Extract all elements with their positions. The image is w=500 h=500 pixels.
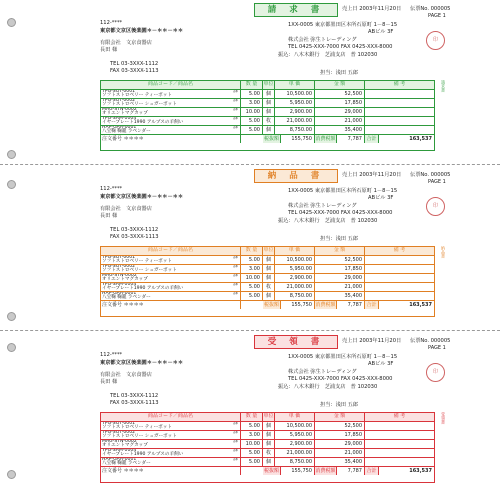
tax-value: 7,787 [337,135,365,143]
page-number: PAGE 1 [428,345,446,351]
item-remarks [365,431,434,439]
staff-name: 担当：浅田 五郎 [320,236,358,242]
item-qty: 3.00 [241,265,263,273]
item-amount: 52,500 [315,256,365,264]
form-section-1 [0,166,500,324]
item-qty: 5.00 [241,422,263,430]
item-unit: 個 [263,422,275,430]
total-value: 163,537 [409,302,432,308]
tax-class: 課 [233,274,238,278]
header-cell: 金 額 [315,81,365,89]
item-remarks [365,99,434,107]
item-name: オリエントマグカップ [102,111,148,116]
total-label: 合計 [365,301,379,309]
perforation-line [0,330,500,331]
item-unit: 個 [263,265,275,273]
header-cell: 商品コード／商品名 [101,413,241,421]
sender-building: ABビル 3F [368,361,394,367]
subtotal-label: 税抜額 [263,302,279,308]
item-name: ソフトストロベリー ティーポット [102,93,172,98]
item-desc [101,283,241,291]
recipient-address: 東京都文京区後楽園＊－＊＊－＊＊ [100,194,184,200]
recipient-fax: FAX 03-3XXX-1113 [110,68,159,74]
recipient-tel: TEL 03-3XXX-1112 [110,61,159,67]
item-remarks [365,126,434,134]
total-value: 163,537 [409,136,432,142]
page-number: PAGE 1 [428,13,446,19]
item-remarks [365,117,434,125]
item-remarks [365,458,434,466]
doc-date: 売上日 2003年11月20日 [342,172,402,178]
items-table [100,80,435,151]
item-qty: 10.00 [241,440,263,448]
item-name: イヤープレート1990 アルプスの羊飼い [102,286,184,291]
subtotal-value: 155,750 [281,467,315,475]
bank-info: 振込：八木木銀行 芝浦支店 普 102030 [278,218,378,224]
order-number: 注文番号 ＊＊＊＊ [101,135,241,143]
item-desc [101,431,241,439]
item-qty: 10.00 [241,274,263,282]
recipient-tel: TEL 03-3XXX-1112 [110,227,159,233]
doc-date: 売上日 2003年11月20日 [342,338,402,344]
recipient-zip: 112-**** [100,352,123,358]
item-code: HAP-GAA-0001 [102,126,137,130]
tax-value: 7,787 [337,301,365,309]
item-price: 5,950.00 [275,99,315,107]
tax-label: 消費税額 [315,302,336,308]
item-remarks [365,274,434,282]
item-remarks [365,90,434,98]
item-remarks [365,449,434,457]
total-label: 合計 [365,135,379,143]
recipient-zip: 112-**** [100,186,123,192]
item-amount: 21,000 [315,449,365,457]
tax-class: 課 [233,90,238,94]
item-price: 21,000.00 [275,283,315,291]
item-name: ソフトストロベリー シュガーポット [102,268,177,273]
item-price: 10,500.00 [275,90,315,98]
subtotal-value: 155,750 [281,301,315,309]
items-table [100,412,435,483]
item-remarks [365,265,434,273]
item-qty: 5.00 [241,126,263,134]
item-amount: 17,850 [315,99,365,107]
item-unit: 個 [263,440,275,448]
sender-company: 株式会社 弥生トレーディング [288,369,357,375]
company-seal: 印 [426,31,445,50]
item-name: ソフトストロベリー シュガーポット [102,102,177,107]
item-unit: 枚 [263,283,275,291]
item-price: 10,500.00 [275,422,315,430]
item-unit: 枚 [263,117,275,125]
item-code: TPG-SOT-0002 [102,265,136,269]
item-price: 2,900.00 [275,108,315,116]
subtotal-label: 税抜額 [263,468,279,474]
item-desc [101,126,241,134]
item-amount: 35,400 [315,292,365,300]
table-footer [101,466,434,475]
doc-number: 伝票No. 000005 [410,338,451,344]
item-amount: 52,500 [315,422,365,430]
item-remarks [365,422,434,430]
rows [101,255,434,300]
item-qty: 5.00 [241,90,263,98]
item-price: 8,750.00 [275,292,315,300]
item-remarks [365,283,434,291]
footer-spacer [241,135,263,143]
item-unit: 個 [263,99,275,107]
item-name: 八宝鞠 鞠籠 ラベンダー [102,461,151,466]
bank-info: 振込：八木木銀行 芝浦支店 普 102030 [278,52,378,58]
item-price: 2,900.00 [275,440,315,448]
tax-class: 課 [233,458,238,462]
table-row [101,457,434,466]
sender-building: ABビル 3F [368,29,394,35]
total-label: 合計 [365,467,379,475]
table-row [101,116,434,125]
item-code: HAP-GAA-0001 [102,458,137,462]
header-cell: 単 価 [275,413,315,421]
sender-tel-fax: TEL 0425-XXX-7000 FAX 0425-XXX-8000 [288,376,393,382]
item-desc [101,90,241,98]
item-desc [101,292,241,300]
item-name: オリエントマグカップ [102,443,148,448]
item-amount: 21,000 [315,117,365,125]
tax-class: 課 [233,108,238,112]
item-qty: 5.00 [241,256,263,264]
item-desc [101,274,241,282]
header-cell: 備 考 [393,413,406,419]
form-section-2 [0,332,500,490]
header-cell: 商品コード／商品名 [101,247,241,255]
form-title: 請 求 書 [254,3,338,17]
item-code: YPG-SAM-0004 [102,449,137,453]
tax-class: 課 [233,283,238,287]
items-table [100,246,435,317]
item-name: イヤープレート1990 アルプスの羊飼い [102,120,184,125]
sender-tel-fax: TEL 0425-XXX-7000 FAX 0425-XXX-8000 [288,210,393,216]
recipient-address: 東京都文京区後楽園＊－＊＊－＊＊ [100,360,184,366]
table-row [101,439,434,448]
table-row [101,448,434,457]
item-price: 5,950.00 [275,265,315,273]
company-seal: 印 [426,363,445,382]
header-cell: 数 量 [241,81,263,89]
sender-address: 1XX-0005 東京都墨田区本所石原町 1－8－15 [288,22,398,28]
form-title: 受 領 書 [254,335,338,349]
recipient-person: 長田 様 [100,213,118,219]
tax-class: 課 [233,292,238,296]
item-desc [101,256,241,264]
recipient-fax: FAX 03-3XXX-1113 [110,234,159,240]
tax-class: 課 [233,440,238,444]
item-qty: 5.00 [241,458,263,466]
table-header [101,413,434,421]
sender-building: ABビル 3F [368,195,394,201]
item-name: ソフトストロベリー シュガーポット [102,434,177,439]
form-title: 納 品 書 [254,169,338,183]
item-remarks [365,440,434,448]
table-footer [101,300,434,309]
item-unit: 個 [263,126,275,134]
footer-spacer [241,467,263,475]
tax-label: 消費税額 [315,136,336,142]
recipient-person: 長田 様 [100,379,118,385]
sender-company: 株式会社 弥生トレーディング [288,37,357,43]
sender-tel-fax: TEL 0425-XXX-7000 FAX 0425-XXX-8000 [288,44,393,50]
header-cell: 数 量 [241,247,263,255]
item-price: 21,000.00 [275,449,315,457]
item-amount: 52,500 [315,90,365,98]
header-cell: 単 価 [275,247,315,255]
item-qty: 5.00 [241,292,263,300]
tax-class: 課 [233,126,238,130]
item-qty: 3.00 [241,99,263,107]
item-qty: 5.00 [241,283,263,291]
item-unit: 個 [263,90,275,98]
item-amount: 17,850 [315,265,365,273]
item-unit: 個 [263,256,275,264]
item-code: TPG-SOT-0002 [102,431,136,435]
item-desc [101,440,241,448]
form-side-label: 納品書 [441,246,446,258]
tax-class: 課 [233,265,238,269]
tax-class: 課 [233,449,238,453]
header-cell: 単位 [263,81,274,87]
recipient-company: 有限会社 文京食器店 [100,40,152,46]
header-cell: 単位 [263,247,274,253]
header-cell: 備 考 [393,247,406,253]
item-qty: 5.00 [241,117,263,125]
header-cell: 単 価 [275,81,315,89]
header-cell: 単位 [263,413,274,419]
doc-number: 伝票No. 000005 [410,172,451,178]
item-amount: 29,000 [315,440,365,448]
tax-label: 消費税額 [315,468,336,474]
item-amount: 21,000 [315,283,365,291]
form-side-label: 請求書 [441,80,446,92]
item-qty: 3.00 [241,431,263,439]
tax-class: 課 [233,431,238,435]
item-qty: 10.00 [241,108,263,116]
staff-name: 担当：浅田 五郎 [320,402,358,408]
rows [101,421,434,466]
recipient-fax: FAX 03-3XXX-1113 [110,400,159,406]
perforation-line [0,164,500,165]
item-unit: 個 [263,274,275,282]
sender-address: 1XX-0005 東京都墨田区本所石原町 1－8－15 [288,188,398,194]
item-unit: 個 [263,292,275,300]
item-price: 8,750.00 [275,126,315,134]
table-row [101,125,434,134]
item-desc [101,99,241,107]
sender-address: 1XX-0005 東京都墨田区本所石原町 1－8－15 [288,354,398,360]
tax-class: 課 [233,117,238,121]
company-seal: 印 [426,197,445,216]
subtotal-value: 155,750 [281,135,315,143]
tax-class: 課 [233,256,238,260]
table-row [101,430,434,439]
item-amount: 17,850 [315,431,365,439]
item-code: TPG-SOT-0001 [102,256,136,260]
item-price: 10,500.00 [275,256,315,264]
recipient-company: 有限会社 文京食器店 [100,372,152,378]
item-unit: 個 [263,431,275,439]
item-price: 2,900.00 [275,274,315,282]
form-section-0 [0,0,500,158]
footer-spacer [241,301,263,309]
table-row [101,273,434,282]
table-footer [101,134,434,143]
item-unit: 個 [263,458,275,466]
tax-class: 課 [233,99,238,103]
header-cell: 商品コード／商品名 [101,81,241,89]
order-number: 注文番号 ＊＊＊＊ [101,467,241,475]
table-header [101,81,434,89]
bank-info: 振込：八木木銀行 芝浦支店 普 102030 [278,384,378,390]
item-amount: 35,400 [315,458,365,466]
staff-name: 担当：浅田 五郎 [320,70,358,76]
recipient-person: 長田 様 [100,47,118,53]
table-header [101,247,434,255]
table-row [101,89,434,98]
item-amount: 29,000 [315,108,365,116]
item-remarks [365,292,434,300]
item-unit: 枚 [263,449,275,457]
rows [101,89,434,134]
form-side-label: 受領書 [441,412,446,424]
item-remarks [365,256,434,264]
item-desc [101,108,241,116]
item-code: YPG-SAM-0004 [102,117,137,121]
item-code: YPG-SAM-0004 [102,283,137,287]
recipient-tel: TEL 03-3XXX-1112 [110,393,159,399]
item-remarks [365,108,434,116]
table-row [101,421,434,430]
table-row [101,255,434,264]
header-cell: 備 考 [393,81,406,87]
item-desc [101,117,241,125]
table-row [101,291,434,300]
table-row [101,107,434,116]
item-qty: 5.00 [241,449,263,457]
order-number: 注文番号 ＊＊＊＊ [101,301,241,309]
item-unit: 個 [263,108,275,116]
page-number: PAGE 1 [428,179,446,185]
header-cell: 金 額 [315,413,365,421]
item-code: TPG-SOT-0002 [102,99,136,103]
header-cell: 数 量 [241,413,263,421]
item-code: HAP-GAA-0001 [102,292,137,296]
item-price: 5,950.00 [275,431,315,439]
table-row [101,264,434,273]
sender-company: 株式会社 弥生トレーディング [288,203,357,209]
subtotal-label: 税抜額 [263,136,279,142]
tax-value: 7,787 [337,467,365,475]
item-desc [101,422,241,430]
item-desc [101,265,241,273]
item-name: 八宝鞠 鞠籠 ラベンダー [102,129,151,134]
item-price: 21,000.00 [275,117,315,125]
item-name: オリエントマグカップ [102,277,148,282]
item-name: イヤープレート1990 アルプスの羊飼い [102,452,184,457]
tax-class: 課 [233,422,238,426]
table-row [101,282,434,291]
item-name: ソフトストロベリー ティーポット [102,259,172,264]
item-amount: 29,000 [315,274,365,282]
item-code: MAG-STN-0002 [102,108,137,112]
item-code: TPG-SOT-0001 [102,90,136,94]
item-desc [101,449,241,457]
doc-number: 伝票No. 000005 [410,6,451,12]
recipient-company: 有限会社 文京食器店 [100,206,152,212]
item-desc [101,458,241,466]
item-code: TPG-SOT-0001 [102,422,136,426]
item-code: MAG-STN-0002 [102,274,137,278]
item-price: 8,750.00 [275,458,315,466]
doc-date: 売上日 2003年11月20日 [342,6,402,12]
item-code: MAG-STN-0002 [102,440,137,444]
recipient-address: 東京都文京区後楽園＊－＊＊－＊＊ [100,28,184,34]
total-value: 163,537 [409,468,432,474]
item-name: ソフトストロベリー ティーポット [102,425,172,430]
item-amount: 35,400 [315,126,365,134]
item-name: 八宝鞠 鞠籠 ラベンダー [102,295,151,300]
table-row [101,98,434,107]
recipient-zip: 112-**** [100,20,123,26]
header-cell: 金 額 [315,247,365,255]
